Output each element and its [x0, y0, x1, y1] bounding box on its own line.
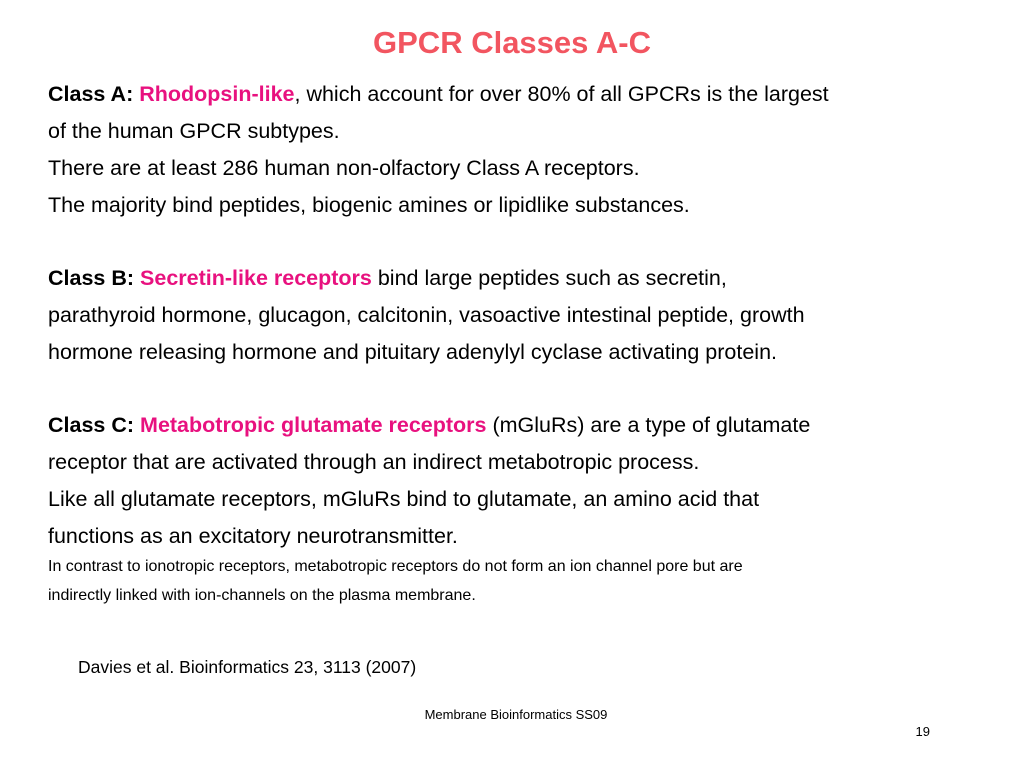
- class-a-line-4: The majority bind peptides, biogenic amines or lipidlike substances.: [48, 193, 690, 217]
- class-c-line-2: receptor that are activated through an indirect metabotropic process.: [48, 450, 700, 474]
- class-a-line-1: [48, 76, 998, 113]
- class-b-section: [48, 260, 998, 371]
- slide-title: GPCR Classes A-C: [373, 25, 651, 60]
- class-a-name: Rhodopsin-like: [139, 82, 295, 106]
- class-c-line-3: Like all glutamate receptors, mGluRs bind to glutamate, an amino acid that: [48, 487, 760, 511]
- class-c-label: Class C:: [48, 413, 135, 437]
- class-b-name: Secretin-like receptors: [140, 266, 372, 290]
- class-b-line-2: parathyroid hormone, glucagon, calcitonin, vasoactive intestinal peptide, growth: [48, 303, 805, 327]
- class-c-section: [48, 407, 998, 610]
- class-c-note: [48, 552, 998, 610]
- class-a-label: Class A:: [48, 82, 134, 106]
- class-c-name: Metabotropic glutamate receptors: [140, 413, 487, 437]
- class-a-line-3: There are at least 286 human non-olfactory Class A receptors.: [48, 156, 640, 180]
- class-b-line-3: hormone releasing hormone and pituitary adenylyl cyclase activating protein.: [48, 340, 778, 364]
- class-a-line-1-rest: , which account for over 80% of all GPCRs is the largest: [294, 82, 829, 106]
- class-c-note-line-1: In contrast to ionotropic receptors, metabotropic receptors do not form an ion channel pore but are: [48, 558, 743, 575]
- class-b-label: Class B:: [48, 266, 135, 290]
- footer-text: Membrane Bioinformatics SS09: [424, 707, 608, 722]
- section-gap: [48, 224, 998, 260]
- slide-body: [48, 76, 998, 610]
- class-c-line-4: functions as an excitatory neurotransmitter.: [48, 524, 458, 548]
- class-c-line-1-rest: (mGluRs) are a type of glutamate: [486, 413, 811, 437]
- section-gap: [48, 371, 998, 407]
- class-c-note-line-2: indirectly linked with ion-channels on the plasma membrane.: [48, 587, 476, 604]
- page-number: 19: [915, 724, 930, 739]
- class-a-section: [48, 76, 998, 224]
- class-b-line-1-rest: bind large peptides such as secretin,: [371, 266, 727, 290]
- class-c-line-1: [48, 407, 998, 444]
- class-a-line-2: of the human GPCR subtypes.: [48, 119, 340, 143]
- class-b-line-1: [48, 260, 998, 297]
- citation: Davies et al. Bioinformatics 23, 3113 (2007): [78, 657, 417, 677]
